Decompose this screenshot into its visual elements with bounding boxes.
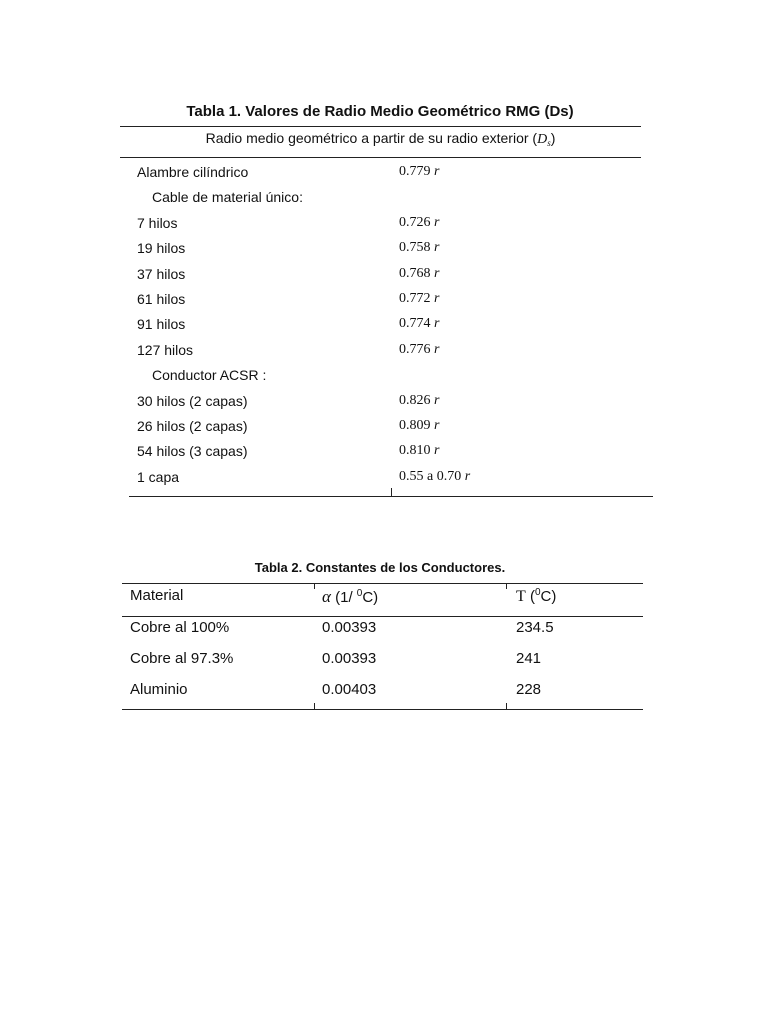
table2-cell-material: Cobre al 100% xyxy=(130,619,230,636)
table1-row-label: Conductor ACSR : xyxy=(152,367,267,384)
table1-row-value xyxy=(399,266,439,282)
table2-cell-alpha: 0.00393 xyxy=(322,650,377,667)
table1-title: Tabla 1. Valores de Radio Medio Geométrico RMG (Ds) xyxy=(186,103,574,120)
table1-row-label: 7 hilos xyxy=(137,214,178,231)
table1-row-value xyxy=(399,164,439,180)
table2-header-material: Material xyxy=(130,587,184,604)
t-symbol: T xyxy=(516,588,526,605)
table1-subtitle-suffix: ) xyxy=(550,130,556,146)
table1-section-row xyxy=(0,187,768,209)
table1-row-value xyxy=(399,443,439,459)
table1-row-value xyxy=(399,291,439,307)
table1-section-row xyxy=(0,365,768,387)
table1-row-value-number: 0.810 xyxy=(399,443,431,459)
table2-header-alpha-unit-post: C) xyxy=(362,589,379,606)
table1-row xyxy=(0,416,768,438)
table1-row xyxy=(0,340,768,362)
table2-header-alpha xyxy=(322,587,378,607)
table1-row-value-number: 0.772 xyxy=(399,291,431,306)
table1-subtitle-prefix: Radio medio geométrico a partir de su radio exterior ( xyxy=(205,130,538,146)
table1-row xyxy=(0,441,768,463)
table1-row-label: 1 capa xyxy=(137,468,180,485)
table1-bottom-rule xyxy=(129,496,653,497)
table1-row-value-unit: r xyxy=(434,265,440,281)
table1-row-value-number: 0.726 xyxy=(399,214,431,230)
table1-row xyxy=(0,238,768,260)
table1-row xyxy=(0,289,768,311)
table1-row xyxy=(0,213,768,235)
table1-row-label: 91 hilos xyxy=(137,316,186,333)
table1-row-value-number: 0.809 xyxy=(399,418,431,433)
table1-row-label: 30 hilos (2 capas) xyxy=(137,392,248,409)
table1-row xyxy=(0,467,768,489)
table1-row-value xyxy=(399,393,439,409)
table1-row-value xyxy=(399,316,439,332)
table1-row-value-unit: r xyxy=(434,341,440,357)
table1-column-separator xyxy=(391,488,392,496)
table1-row-value-unit: r xyxy=(434,240,440,256)
table1-row-value-number: 0.779 xyxy=(399,164,431,179)
table1-row-value xyxy=(399,215,439,231)
table1-row-value-number: 0.758 xyxy=(399,240,431,256)
table1-row xyxy=(0,314,768,336)
table1-row-value-unit: r xyxy=(434,443,440,459)
table1-row-value-unit: r xyxy=(434,164,440,179)
table1-row-value-number: 0.776 xyxy=(399,341,431,357)
table1-row-value-number: 0.826 xyxy=(399,392,431,408)
table1-row xyxy=(0,391,768,413)
table1-row-value xyxy=(399,342,439,358)
table1-row-value-unit: r xyxy=(434,316,440,332)
table1-row-label: 54 hilos (3 capas) xyxy=(137,443,248,460)
table1-row-value-number: 0.774 xyxy=(399,316,431,332)
table2-cell-alpha: 0.00403 xyxy=(322,681,377,698)
table1-row xyxy=(0,264,768,286)
table1-subtitle xyxy=(120,130,641,148)
table1-row-value-unit: r xyxy=(434,392,440,408)
table2-header-rule xyxy=(122,616,643,617)
table2-header-t xyxy=(516,587,556,606)
table2-col-separator xyxy=(506,583,507,589)
table1-top-rule xyxy=(120,126,641,127)
table1-row-label: Alambre cilíndrico xyxy=(137,164,249,180)
table2-col-separator xyxy=(314,583,315,589)
table2-header-alpha-unit-pre: (1/ xyxy=(330,589,357,606)
table2-header-t-unit-post: C) xyxy=(540,588,557,605)
alpha-symbol: α xyxy=(322,587,331,606)
table1-row-label: Cable de material único: xyxy=(152,189,303,206)
table1-row-value-unit: r xyxy=(434,291,440,306)
table1-row-value-unit: r xyxy=(464,468,471,484)
table2-bottom-rule xyxy=(122,709,643,710)
table2-col-separator xyxy=(506,703,507,709)
table1-row-value-unit: r xyxy=(434,418,440,433)
table1-row-value xyxy=(399,240,439,256)
table1-row-label: 19 hilos xyxy=(137,240,186,257)
table1-row-label: 127 hilos xyxy=(137,341,194,358)
table1-subtitle-subscript: s xyxy=(547,138,551,148)
table2-cell-t: 241 xyxy=(516,650,542,667)
table1-row-value-unit: r xyxy=(434,214,440,230)
table1-row-label: 37 hilos xyxy=(137,265,186,282)
table1-row-label: 61 hilos xyxy=(137,291,186,307)
table1-row-value xyxy=(399,418,439,434)
table2-title: Tabla 2. Constantes de los Conductores. xyxy=(254,560,506,575)
table2-header-t-unit-pre: ( xyxy=(525,588,535,605)
table2-cell-alpha: 0.00393 xyxy=(322,619,377,636)
table1-row-value-number: 0.55 a 0.70 xyxy=(399,468,462,484)
table1-row-value xyxy=(399,469,470,485)
table1-subtitle-symbol: D xyxy=(537,132,548,147)
table2-cell-t: 228 xyxy=(516,681,542,698)
table2-header-t-sup: 0 xyxy=(534,587,541,598)
table1-row xyxy=(0,162,768,184)
table2-col-separator xyxy=(314,703,315,709)
table1-row-value-number: 0.768 xyxy=(399,265,431,281)
table1-row-label: 26 hilos (2 capas) xyxy=(137,418,248,434)
table2-header-alpha-sup: 0 xyxy=(356,588,363,599)
table2-cell-material: Cobre al 97.3% xyxy=(130,650,234,667)
table2-cell-t: 234.5 xyxy=(516,619,554,636)
table2-top-rule xyxy=(122,583,643,584)
table1-header-rule xyxy=(120,157,641,158)
table2-cell-material: Aluminio xyxy=(130,681,188,698)
